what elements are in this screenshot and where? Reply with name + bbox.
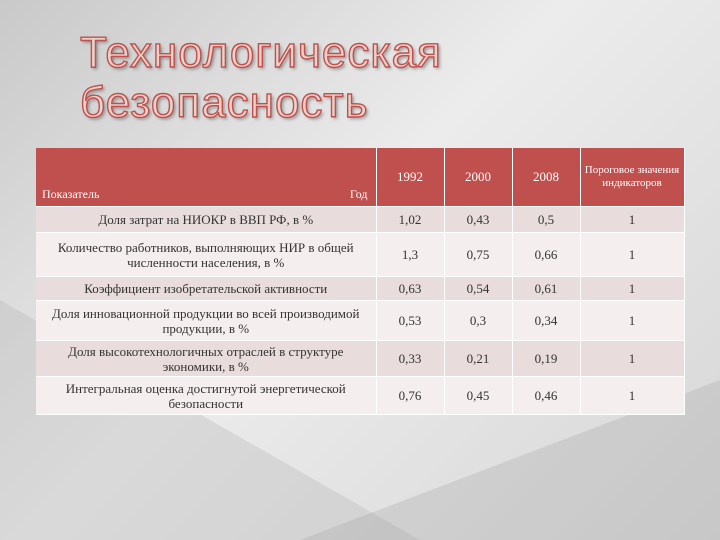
header-year: Год [349,187,368,201]
table-row [36,233,684,277]
header-year-1992: 1992 [376,148,444,207]
indicators-table [36,148,685,415]
row-threshold: 1 [580,277,684,301]
table-row [36,377,684,415]
row-value-2000: 0,45 [444,377,512,415]
table-row [36,341,684,377]
row-value-2008: 0,66 [512,233,580,277]
row-value-2000: 0,43 [444,207,512,233]
row-threshold: 1 [580,341,684,377]
row-value-2000: 0,54 [444,277,512,301]
table-row [36,207,684,233]
row-value-1992: 0,33 [376,341,444,377]
row-value-1992: 0,63 [376,277,444,301]
header-threshold: Пороговое значения индикаторов [580,148,684,207]
row-value-1992: 1,02 [376,207,444,233]
row-value-2008: 0,19 [512,341,580,377]
row-indicator: Количество работников, выполняющих НИР в общей численности населения, в % [36,233,376,277]
table-row [36,301,684,341]
row-threshold: 1 [580,207,684,233]
header-year-2008: 2008 [512,148,580,207]
row-value-2008: 0,5 [512,207,580,233]
header-indicator: Показатель [42,187,100,201]
row-value-2008: 0,34 [512,301,580,341]
title-line-1: Технологическая [80,28,442,77]
row-threshold: 1 [580,301,684,341]
table-row [36,277,684,301]
row-threshold: 1 [580,233,684,277]
row-indicator: Доля инновационной продукции во всей производимой продукции, в % [36,301,376,341]
row-threshold: 1 [580,377,684,415]
row-indicator: Коэффициент изобретательской активности [36,277,376,301]
row-indicator: Интегральная оценка достигнутой энергетической безопасности [36,377,376,415]
row-value-1992: 0,76 [376,377,444,415]
row-value-2000: 0,75 [444,233,512,277]
row-indicator: Доля высокотехнологичных отраслей в структуре экономики, в % [36,341,376,377]
title-line-2: безопасность [80,78,369,127]
row-value-2008: 0,61 [512,277,580,301]
row-value-2008: 0,46 [512,377,580,415]
row-indicator: Доля затрат на НИОКР в ВВП РФ, в % [36,207,376,233]
row-value-2000: 0,21 [444,341,512,377]
row-value-2000: 0,3 [444,301,512,341]
slide-title [80,28,640,128]
header-year-2000: 2000 [444,148,512,207]
table-header-row [36,148,684,207]
header-indicator-year [36,148,376,207]
row-value-1992: 0,53 [376,301,444,341]
row-value-1992: 1,3 [376,233,444,277]
